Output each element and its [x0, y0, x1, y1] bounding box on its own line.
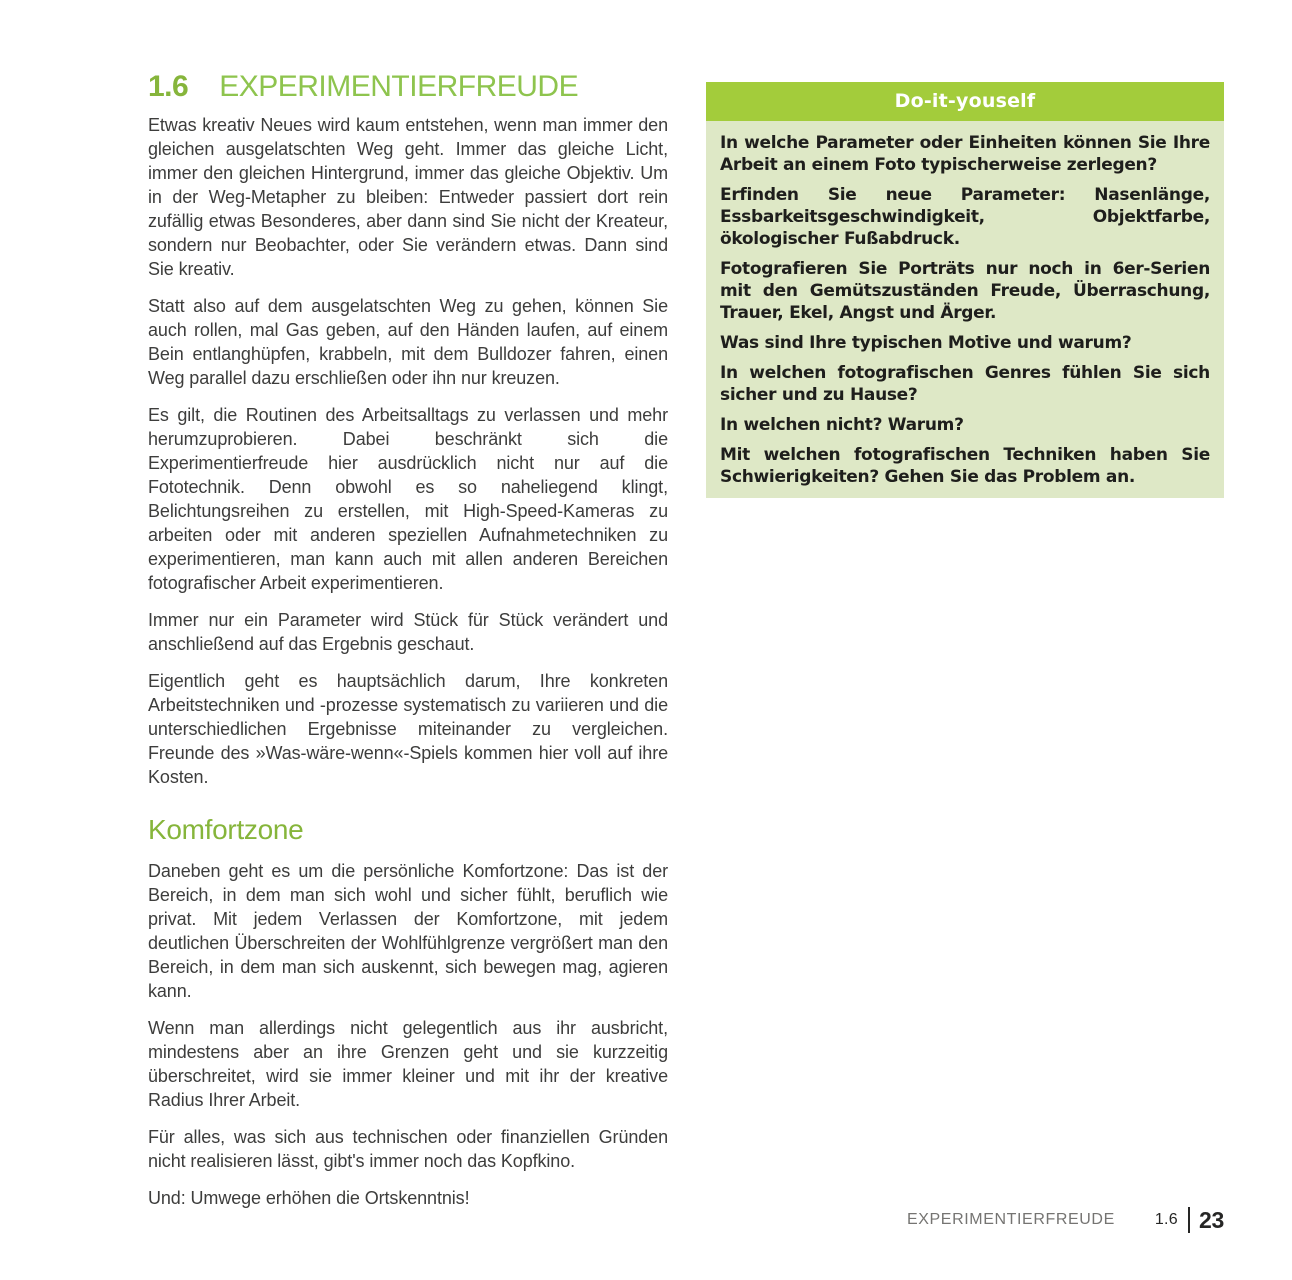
paragraph: Wenn man allerdings nicht gelegentlich aus ihr ausbricht, mindestens aber an ihre Grenzen geht und sie kurzzeitig überschreitet, wird sie immer kleiner und mit ihr der kreative Radius Ihrer Arbeit. [148, 1017, 668, 1110]
page-number: 23 [1199, 1206, 1224, 1233]
box-title: Do-it-youself [706, 82, 1224, 121]
page-footer [148, 1205, 1224, 1235]
paragraph: Statt also auf dem ausgelatschten Weg zu gehen, können Sie auch rollen, mal Gas geben, auf den Händen laufen, auf einem Bein entlanghüpfen, krabbeln, mit dem Bulldozer fahren, einen Weg parallel dazu erschließen oder ihn nur kreuzen. [148, 296, 668, 388]
section-number: 1.6 [148, 70, 189, 103]
footer-chapter-title: EXPERIMENTIERFREUDE [906, 1211, 1115, 1228]
footer-divider [1188, 1207, 1190, 1233]
do-it-yourself-box [706, 82, 1224, 498]
paragraph: Für alles, was sich aus technischen oder finanziellen Gründen nicht realisieren lässt, gibt's immer noch das Kopfkino. [148, 1126, 668, 1171]
paragraph: Etwas kreativ Neues wird kaum entstehen, wenn man immer den gleichen ausgelatschten Weg geht. Immer das gleiche Licht, immer den gleichen Hintergrund, immer das gleiche Objektiv. Um in der Weg-Metapher zu bleiben: Entweder passiert dort rein zufällig etwas Besonderes, aber dann sind Sie nicht der Kreateur, sondern nur Beobachter, oder Sie verändern etwas. Dann sind Sie kreativ. [148, 115, 668, 279]
box-item: Was sind Ihre typischen Motive und warum? [720, 333, 1132, 353]
paragraph: Eigentlich geht es hauptsächlich darum, Ihre konkreten Arbeitstechniken und -prozesse systematisch zu variieren und die unterschiedlichen Ergebnisse miteinander zu vergleichen. Freunde des »Was-wäre-wenn«-Spiels kommen hier voll auf ihre Kosten. [148, 671, 668, 787]
paragraph: Daneben geht es um die persönliche Komfortzone: Das ist der Bereich, in dem man sich wohl und sicher fühlt, beruflich wie privat. Mit jedem Verlassen der Komfortzone, mit jedem deutlichen Überschreiten der Wohlfühlgrenze vergrößert man den Bereich, in dem man sich auskennt, sich bewegen mag, agieren kann. [148, 860, 668, 1001]
section-title: EXPERIMENTIERFREUDE [219, 70, 579, 103]
box-item-list [706, 121, 1224, 498]
paragraph: Es gilt, die Routinen des Arbeitsalltags zu verlassen und mehr herumzuprobieren. Dabei beschränkt sich die Experimentierfreude hier ausdrücklich nicht nur auf die Fototechnik. Denn obwohl es so naheliegend klingt, Belichtungsreihen zu erstellen, mit High-Speed-Kameras zu arbeiten oder mit anderen speziellen Aufnahmetechniken zu experimentieren, man kann auch mit allen anderen Bereichen fotografischer Arbeit experimentieren. [148, 405, 668, 593]
intro-paragraphs [148, 113, 668, 789]
main-column [148, 72, 668, 1210]
box-item: Fotografieren Sie Porträts nur noch in 6er-Serien mit den Gemütszuständen Freude, Überraschung, Trauer, Ekel, Angst und Ärger. [720, 259, 1210, 323]
paragraph: Und: Umwege erhöhen die Ortskenntnis! [148, 1187, 470, 1208]
section-heading [148, 72, 668, 102]
box-item: In welche Parameter oder Einheiten können Sie Ihre Arbeit an einem Foto typischerweise zerlegen? [720, 133, 1210, 175]
subsection-heading: Komfortzone [148, 814, 304, 845]
box-item: In welchen fotografischen Genres fühlen Sie sich sicher und zu Hause? [720, 363, 1210, 405]
box-item: Erfinden Sie neue Parameter: Nasenlänge, Essbarkeitsgeschwindigkeit, Objektfarbe, ökologischer Fußabdruck. [720, 185, 1210, 249]
paragraph: Immer nur ein Parameter wird Stück für Stück verändert und anschließend auf das Ergebnis geschaut. [148, 610, 668, 654]
box-item: In welchen nicht? Warum? [720, 415, 964, 435]
komfortzone-paragraphs [148, 859, 668, 1210]
box-item: Mit welchen fotografischen Techniken haben Sie Schwierigkeiten? Gehen Sie das Problem an. [720, 445, 1210, 487]
footer-section-number: 1.6 [1154, 1211, 1179, 1228]
